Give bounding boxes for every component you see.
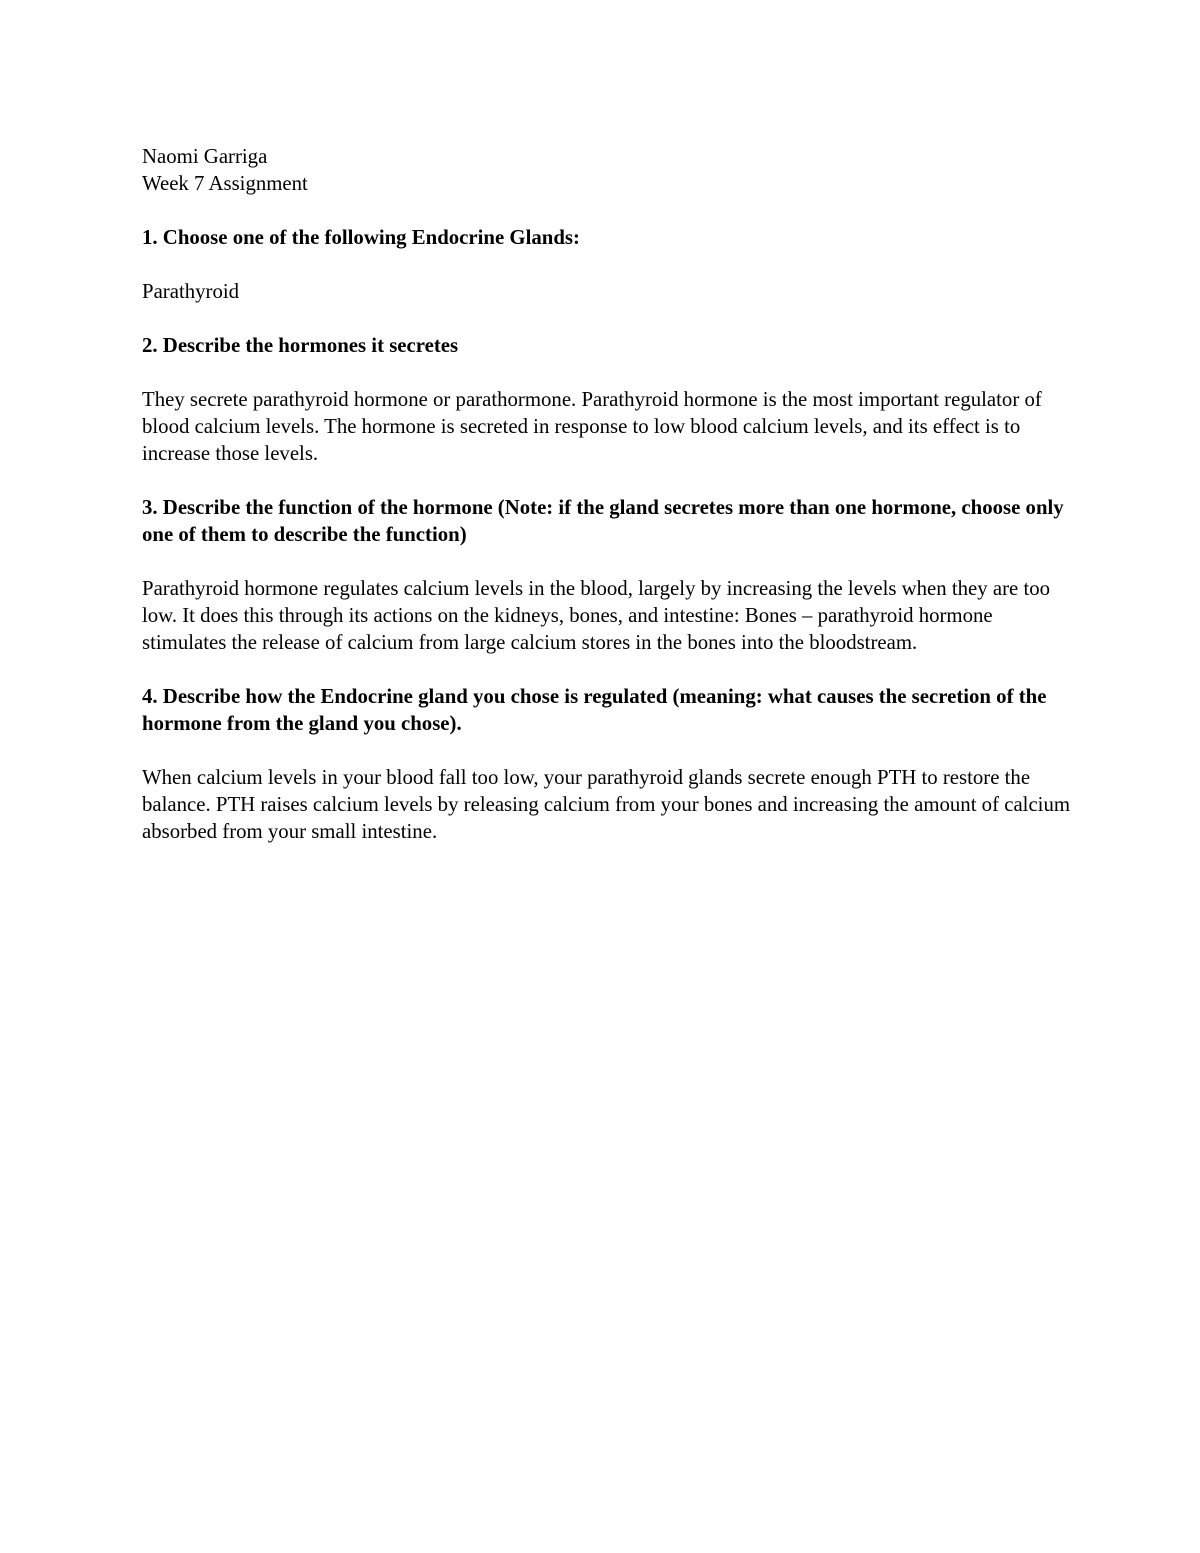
question-3: 3. Describe the function of the hormone (Note: if the gland secretes more than one hormone, choose only one of them to describe the function) (142, 496, 1064, 546)
document-body (142, 143, 1072, 845)
spacer (142, 305, 1072, 332)
spacer (142, 359, 1072, 386)
answer-2: They secrete parathyroid hormone or parathormone. Parathyroid hormone is the most important regulator of blood calcium levels. The hormone is secreted in response to low blood calcium levels, and its effect is to increase those levels. (142, 388, 1042, 465)
question-1: 1. Choose one of the following Endocrine Glands: (142, 226, 580, 249)
spacer (142, 548, 1072, 575)
spacer (142, 737, 1072, 764)
answer-1: Parathyroid (142, 280, 240, 303)
spacer (142, 467, 1072, 494)
question-4: 4. Describe how the Endocrine gland you chose is regulated (meaning: what causes the secretion of the hormone from the gland you chose). (142, 685, 1047, 735)
question-2: 2. Describe the hormones it secretes (142, 334, 459, 357)
spacer (142, 656, 1072, 683)
answer-3: Parathyroid hormone regulates calcium levels in the blood, largely by increasing the levels when they are too low. It does this through its actions on the kidneys, bones, and intestine: Bones – parathyroid hormone stimulates the release of calcium from large calcium stores in the bones into the bloodstream. (142, 577, 1051, 654)
spacer (142, 251, 1072, 278)
answer-4: When calcium levels in your blood fall too low, your parathyroid glands secrete enough PTH to restore the balance. PTH raises calcium levels by releasing calcium from your bones and increasing the amount of calcium absorbed from your small intestine. (142, 766, 1071, 843)
assignment-title: Week 7 Assignment (142, 172, 308, 195)
author-name: Naomi Garriga (142, 145, 268, 168)
spacer (142, 197, 1072, 224)
